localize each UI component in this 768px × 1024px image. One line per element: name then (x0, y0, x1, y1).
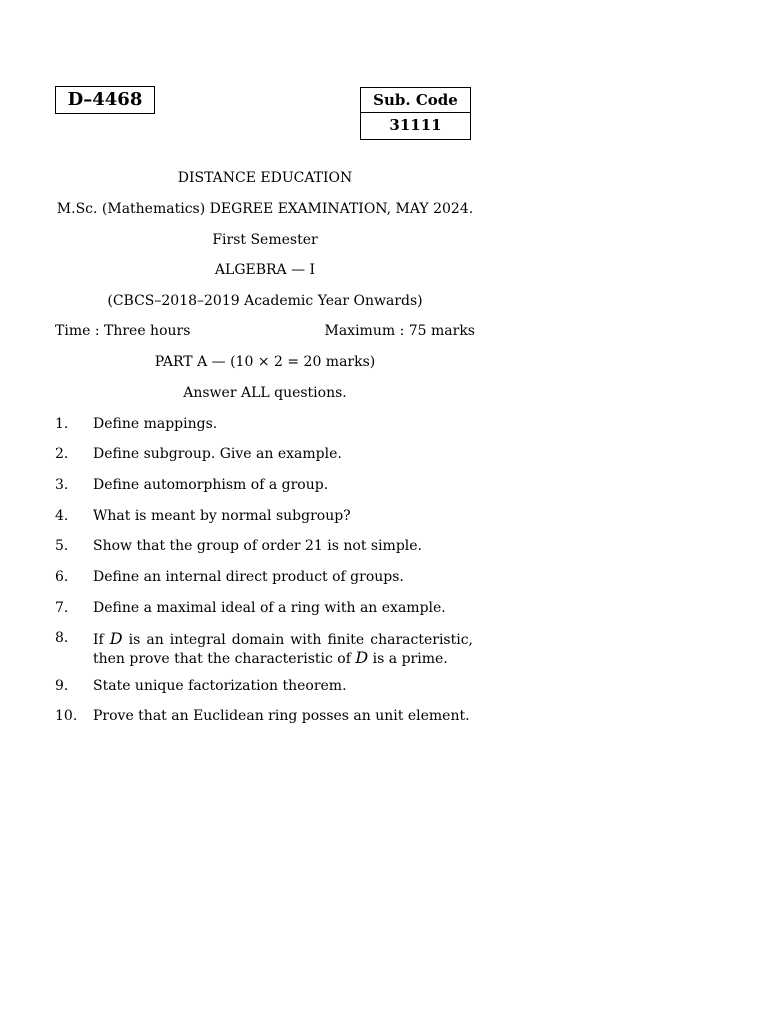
paper-code: D–4468 (67, 89, 143, 110)
title-distance-education: DISTANCE EDUCATION (177, 170, 353, 186)
question-text: Define automorphism of a group. (93, 477, 329, 493)
math-variable: D (109, 629, 123, 648)
question-text-part: is an integral domain with finite characteristic, (128, 632, 474, 648)
sub-code-value: 31111 (361, 112, 470, 139)
maximum-marks-label: Maximum : 75 marks (324, 323, 475, 339)
math-variable: D (355, 648, 369, 667)
part-heading: PART A — (10 × 2 = 20 marks) (154, 354, 376, 370)
question-number: 6. (55, 569, 69, 585)
title-subject: ALGEBRA — I (214, 262, 316, 278)
question-text: Prove that an Euclidean ring posses an unit element. (93, 708, 470, 724)
time-label: Time : Three hours (55, 323, 191, 339)
title-scheme: (CBCS–2018–2019 Academic Year Onwards) (107, 293, 423, 309)
question-number: 3. (55, 477, 69, 493)
question-number: 8. (55, 630, 69, 646)
question-text: Define a maximal ideal of a ring with an example. (93, 600, 446, 616)
question-number: 7. (55, 600, 69, 616)
title-semester: First Semester (212, 232, 318, 248)
question-text-part: is a prime. (372, 651, 448, 667)
time-marks-row (55, 322, 475, 340)
title-degree-exam: M.Sc. (Mathematics) DEGREE EXAMINATION, MAY 2024. (56, 201, 474, 217)
question-number: 2. (55, 446, 69, 462)
question-number: 1. (55, 416, 69, 432)
paper-code-box (55, 86, 155, 114)
question-line-2 (93, 649, 473, 668)
question-number: 9. (55, 678, 69, 694)
question-text: What is meant by normal subgroup? (93, 508, 351, 524)
question-number: 10. (55, 708, 78, 724)
question-text: Define subgroup. Give an example. (93, 446, 342, 462)
question-line-1 (93, 630, 473, 649)
question-number: 4. (55, 508, 69, 524)
sub-code-label: Sub. Code (373, 91, 458, 109)
question-text-part: then prove that the characteristic of (93, 651, 351, 667)
question-text-part: If (93, 632, 104, 648)
question-text: Define an internal direct product of groups. (93, 569, 404, 585)
question-text: Define mappings. (93, 416, 218, 432)
question-number: 5. (55, 538, 69, 554)
question-text: State unique factorization theorem. (93, 678, 347, 694)
sub-code-box (360, 87, 471, 140)
question-text (93, 630, 473, 668)
part-instruction: Answer ALL questions. (183, 385, 347, 401)
question-text: Show that the group of order 21 is not simple. (93, 538, 423, 554)
